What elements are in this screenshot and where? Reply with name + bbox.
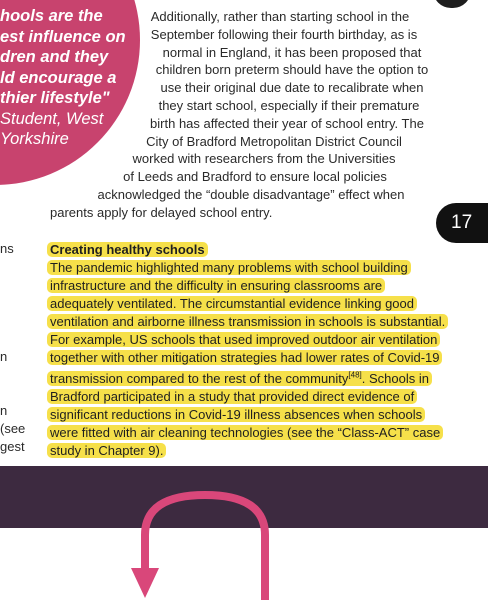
quote-line: thier lifestyle" (0, 89, 110, 107)
highlighted-line: For example, US schools that used improved outdoor air ventilation (47, 332, 440, 347)
highlighted-line: infrastructure and the difficulty in ensuring classrooms are (47, 278, 385, 293)
text-line: they start school, especially if their premature (158, 97, 420, 113)
highlighted-line: significant reductions in Covid-19 illness absences when schools (47, 407, 425, 422)
healthy-schools-section (47, 241, 477, 460)
section-heading: Creating healthy schools (47, 242, 208, 257)
page-number-badge: 17 (436, 203, 488, 243)
quote-attribution: Yorkshire (0, 130, 69, 148)
line-text: transmission compared to the rest of the community (50, 371, 349, 387)
text-line: worked with researchers from the Universities (132, 151, 396, 167)
margin-fragment: n (0, 403, 8, 418)
text-line: City of Bradford Metropolitan District Council (146, 133, 402, 149)
margin-fragment: n (0, 349, 8, 364)
line-text: . Schools in (361, 371, 429, 387)
highlighted-line: ventilation and airborne illness transmission in schools is substantial. (47, 314, 448, 329)
text-line: September following their fourth birthday, as is (150, 26, 418, 42)
text-line: children born preterm should have the option to (155, 62, 429, 78)
margin-fragment: gest (0, 439, 25, 454)
quote-attribution: Student, West (0, 109, 104, 128)
text-line: parents apply for delayed school entry. (50, 204, 273, 220)
quote-line: est influence on (0, 27, 126, 46)
text-line: birth has affected their year of school entry. The (150, 115, 424, 131)
text-line: normal in England, it has been proposed that (162, 44, 422, 60)
highlighted-line (47, 371, 432, 386)
text-line: acknowledged the “double disadvantage” effect when (97, 186, 405, 202)
margin-fragment: ns (0, 241, 14, 256)
text-line: Additionally, rather than starting school in the (150, 9, 410, 24)
text-line: of Leeds and Bradford to ensure local policies (123, 169, 387, 185)
highlighted-line: Bradford participated in a study that provided direct evidence of (47, 389, 417, 404)
text-line: use their original due date to recalibrate when (160, 80, 424, 96)
highlighted-line: were fitted with air cleaning technologies (see the “Class-ACT” case (47, 425, 443, 440)
highlighted-line: study in Chapter 9). (47, 443, 166, 458)
highlighted-line: The pandemic highlighted many problems with school building (47, 260, 411, 275)
quote-line: hools are the (0, 7, 103, 25)
quote-line: ld encourage a (0, 68, 117, 87)
margin-fragment: (see (0, 421, 26, 436)
intro-paragraph (40, 8, 460, 222)
highlighted-line: adequately ventilated. The circumstantial evidence linking good (47, 296, 417, 311)
top-corner-shape (433, 0, 471, 8)
quote-line: dren and they (0, 48, 109, 66)
flow-arrow-icon (0, 440, 488, 600)
citation-marker[interactable]: [48] (348, 371, 362, 380)
highlighted-line: together with other mitigation strategies had lower rates of Covid-19 (47, 350, 442, 365)
